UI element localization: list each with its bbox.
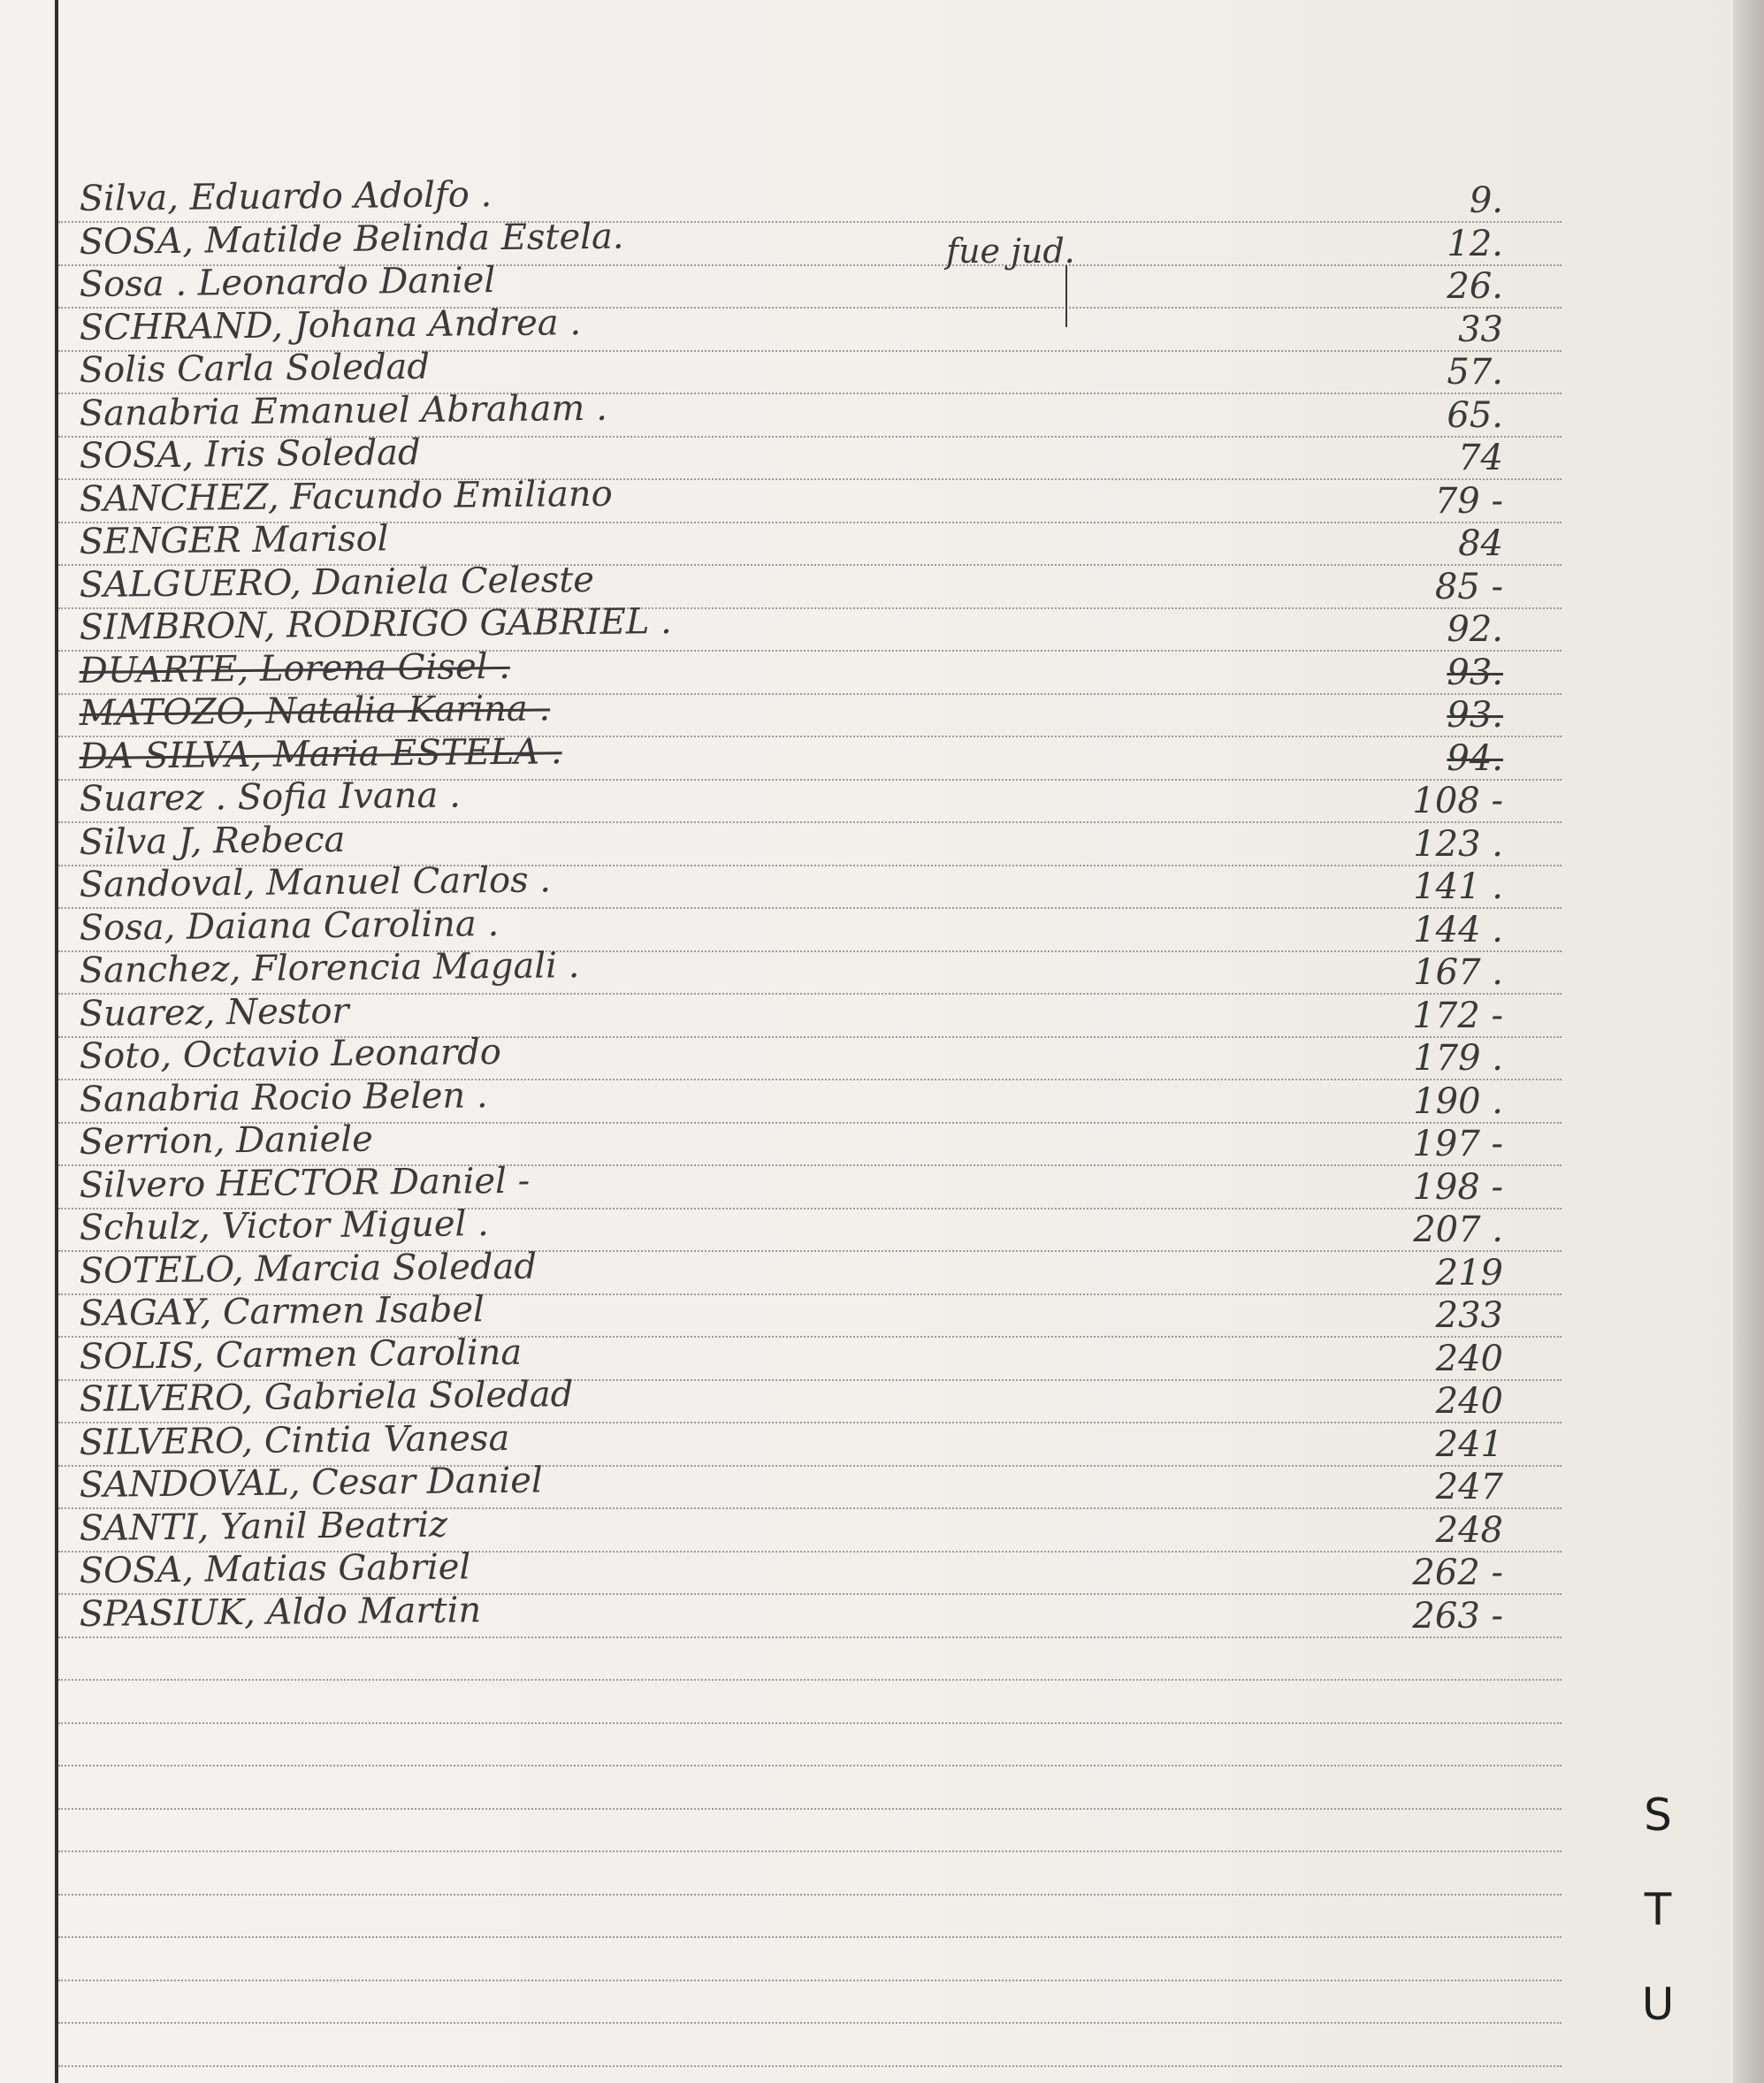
entry-name: SOSA, Matias Gabriel [79,1546,471,1591]
entry-name: Sanchez, Florencia Magali . [79,945,580,991]
ruled-line [58,1765,1562,1766]
entry-number: 93. [1447,695,1503,736]
entry-name: SILVERO, Gabriela Soledad [79,1374,574,1420]
list-item [0,1032,1565,1079]
ruled-line [58,2022,1562,2024]
entry-name: SOSA, Iris Soledad [79,431,421,477]
list-item [0,431,1565,478]
index-tab-letters [1627,1768,1689,2052]
list-item [0,1160,1565,1208]
entry-name: Suarez, Nestor [79,990,349,1034]
list-item [0,346,1565,393]
entry-number: 167 . [1413,952,1503,993]
entry-number: 197 - [1412,1124,1503,1164]
page-edge [1733,0,1764,2083]
entry-number: 263 - [1412,1595,1503,1637]
list-item [0,945,1565,993]
entry-name: Serrion, Daniele [79,1118,373,1163]
entry-number: 94. [1447,737,1503,779]
list-item [0,473,1565,522]
list-item [0,903,1565,950]
list-item [0,174,1565,221]
entry-number: 141 . [1413,866,1503,907]
entry-number: 12. [1447,223,1503,264]
entry-number: 241 [1435,1423,1503,1465]
ruled-line [58,1850,1562,1852]
entry-number: 84 [1458,523,1503,564]
list-item [0,688,1565,736]
entry-number: 144 . [1413,909,1503,950]
list-item [0,990,1565,1036]
entry-name: SCHRAND, Johana Andrea . [79,301,582,348]
annotation-bracket [1065,265,1067,327]
ruled-line [58,1722,1562,1724]
entry-name: Sosa, Daiana Carolina . [79,903,500,949]
list-item [0,1374,1565,1422]
entry-name: DUARTE, Lorena Gisel . [79,645,511,691]
entry-name: MATOZO, Natalia Karina . [79,688,551,734]
list-item [0,600,1565,650]
entry-name: SIMBRON, RODRIGO GABRIEL . [79,600,673,648]
entry-number: 85 - [1434,566,1503,607]
entry-number: 123 . [1413,823,1503,865]
entry-number: 33 [1458,309,1503,350]
margin-annotation: fue jud. [946,232,1075,271]
entry-number: 74 [1458,438,1503,478]
ruled-line [58,1808,1562,1810]
entry-number: 93. [1447,652,1503,693]
entry-name: SANDOVAL, Cesar Daniel [79,1460,543,1506]
entry-number: 57. [1447,352,1503,393]
entry-number: 79 - [1434,480,1503,522]
entry-number: 233 [1435,1295,1503,1336]
ruled-line [58,1637,1562,1638]
tab-letter-s[interactable]: S [1644,1789,1672,1841]
list-item [0,730,1565,779]
entry-name: Silva J, Rebeca [79,819,346,863]
list-item [0,1504,1565,1551]
list-item [0,774,1565,821]
list-item [0,301,1565,350]
entry-number: 248 [1435,1509,1503,1551]
list-item [0,518,1565,564]
ruled-line [58,1894,1562,1896]
entry-name: Sandoval, Manuel Carlos . [79,859,552,905]
list-item [0,1546,1565,1593]
list-item [0,1118,1565,1164]
entry-name: SALGUERO, Daniela Celeste [79,559,595,606]
list-item [0,819,1565,865]
list-item [0,645,1565,693]
entry-name: Sanabria Rocio Belen . [79,1074,488,1120]
ruled-line [58,1679,1562,1681]
list-item [0,859,1565,907]
entry-number: 190 . [1413,1080,1503,1122]
list-item [0,387,1565,436]
entry-number: 240 [1435,1381,1503,1422]
list-item [0,216,1565,264]
entry-number: 108 - [1412,781,1503,821]
entry-number: 198 - [1412,1166,1503,1208]
list-item [0,1331,1565,1379]
ruled-line [58,2065,1562,2067]
entry-number: 240 [1435,1338,1503,1379]
tab-letter-t[interactable]: T [1644,1884,1672,1935]
entry-name: SOSA, Matilde Belinda Estela. [79,216,624,263]
list-item [0,1589,1565,1637]
entry-name: Soto, Octavio Leonardo [79,1032,502,1077]
list-item [0,559,1565,607]
entry-number: 92. [1447,609,1503,650]
entry-number: 247 [1435,1467,1503,1507]
list-item [0,1074,1565,1122]
entry-name: DA SILVA, Maria ESTELA . [79,730,562,777]
entry-name: SENGER Marisol [79,518,389,562]
entry-name: Schulz, Victor Miguel . [79,1203,489,1248]
ruled-line [58,1936,1562,1938]
entry-name: SANTI, Yanil Beatriz [79,1504,448,1549]
list-item [0,260,1565,307]
entry-number: 262 - [1412,1553,1503,1593]
entry-name: Suarez . Sofia Ivana . [79,774,462,820]
entry-name: SAGAY, Carmen Isabel [79,1289,485,1334]
entry-name: SILVERO, Cintia Vanesa [79,1417,510,1463]
entry-number: 172 - [1412,995,1503,1036]
entry-name: Silvero HECTOR Daniel - [79,1160,531,1206]
entry-name: SANCHEZ, Facundo Emiliano [79,473,613,520]
entry-number: 65. [1447,394,1503,436]
list-item [0,1246,1565,1293]
entry-name: Sanabria Emanuel Abraham . [79,387,608,434]
list-item [0,1203,1565,1250]
tab-letter-u[interactable]: U [1641,1979,1675,2030]
entry-number: 219 [1435,1252,1503,1293]
entry-number: 26. [1447,266,1503,307]
list-item [0,1417,1565,1465]
entry-name: Solis Carla Soledad [79,346,431,391]
entry-name: SOLIS, Carmen Carolina [79,1331,523,1377]
entry-name: Sosa . Leonardo Daniel [79,260,496,305]
list-item [0,1460,1565,1507]
entry-number: 179 . [1413,1038,1503,1079]
entry-name: Silva, Eduardo Adolfo . [79,174,493,219]
entry-number: 207 . [1413,1209,1503,1250]
entry-name: SPASIUK, Aldo Martin [79,1589,482,1635]
entry-number: 9. [1469,180,1503,221]
ruled-line [58,1980,1562,1981]
entry-name: SOTELO, Marcia Soledad [79,1246,538,1292]
list-item [0,1289,1565,1336]
